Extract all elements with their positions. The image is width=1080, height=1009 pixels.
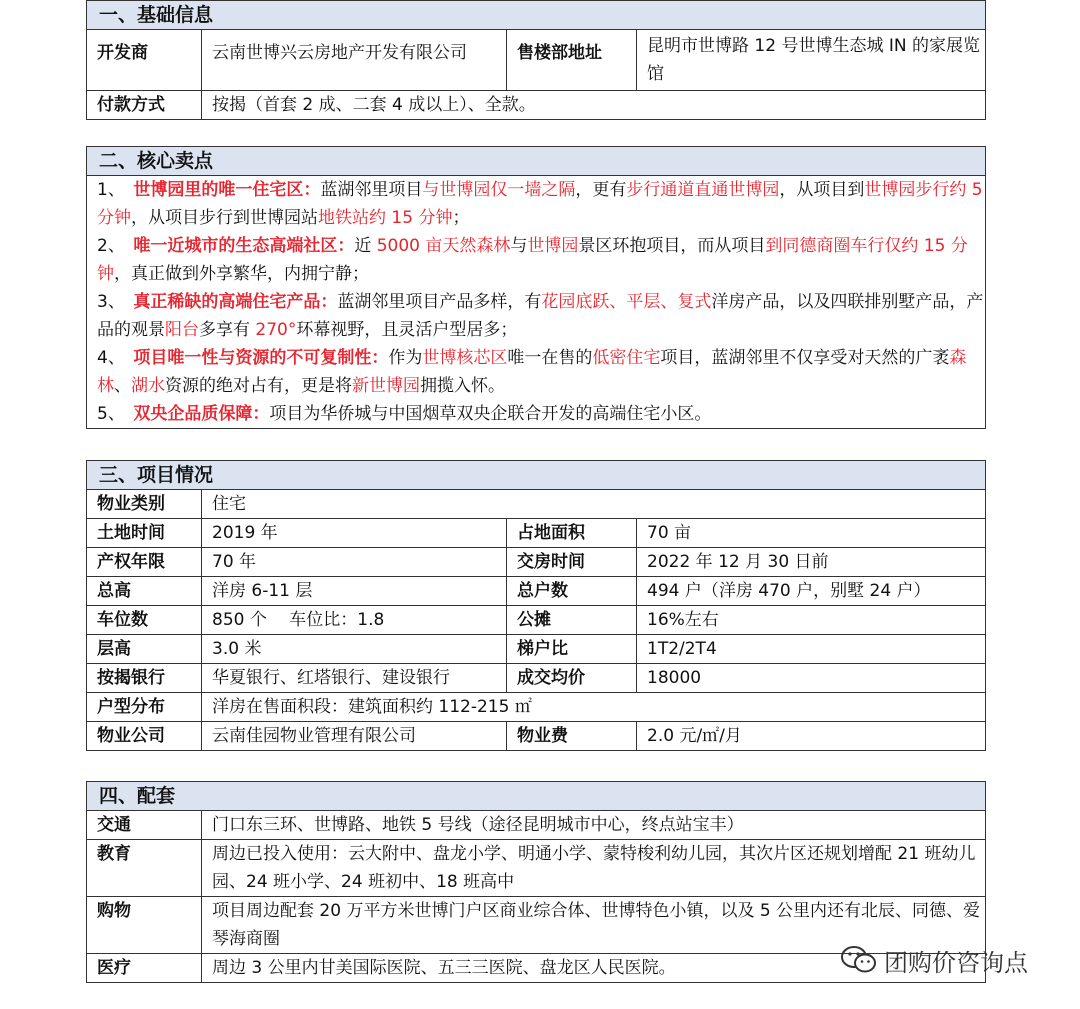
selling-point-text: 1、 [97,180,134,200]
selling-point-text: 世博核芯区 [422,348,508,368]
selling-point-text: ，从项目步行到世博园站 [131,208,318,228]
selling-point-text: 蓝湖邻里项目 [320,180,423,200]
amenity-value: 项目周边配套 20 万平方米世博门户区商业综合体、世博特色小镇，以及 5 公里内还有北辰、同德、爱琴海商圈 [202,897,986,954]
field-label: 公摊 [507,606,637,635]
property-fee-label: 物业费 [507,722,637,751]
table-row [87,811,986,840]
selling-point-text: 作为 [388,348,423,368]
basic-info-table [86,0,986,120]
field-value: 16%左右 [637,606,986,635]
amenity-label: 医疗 [87,954,202,983]
selling-point-text: 森林 [97,348,967,396]
selling-point-text: 步行通道直通世博园 [626,180,780,200]
selling-point-text: 项目唯一性与资源的不可复制性： [133,348,389,368]
selling-point-text: 地铁站约 15 分钟 [318,208,453,228]
selling-point-text: 多享有 [199,320,256,340]
property-management-label: 物业公司 [87,722,202,751]
selling-point-text: 蓝湖邻里项目产品多样，有 [337,292,542,312]
section-title: 一、基础信息 [87,1,986,30]
field-label: 梯户比 [507,635,637,664]
field-label: 交房时间 [507,548,637,577]
table-row [87,577,986,606]
field-label: 占地面积 [507,519,637,548]
amenity-value: 门口东三环、世博路、地铁 5 号线（途径昆明城市中心，终点站宝丰） [202,811,986,840]
selling-point-text: 5000 亩天然森林 [376,236,511,256]
selling-point-text: 3、 [97,292,134,312]
selling-point-text: 世博园 [527,236,579,256]
selling-point-text: 2、 [97,236,134,256]
table-row [87,519,986,548]
field-label: 车位数 [87,606,202,635]
selling-point-text: 到同德商圈车行仅约 15 分钟 [97,236,968,284]
table-row [87,635,986,664]
selling-point [97,344,985,400]
amenity-value: 周边 3 公里内甘美国际医院、五三三医院、盘龙区人民医院。 [202,954,986,983]
property-type-value: 住宅 [202,490,986,519]
field-value: 2019 年 [202,519,507,548]
table-row [87,840,986,897]
watermark-text: 团购价咨询点 [884,948,1028,977]
selling-point [97,176,985,232]
selling-point-text: 景区环抱项目，而从项目 [578,236,766,256]
payment-value: 按揭（首套 2 成、二套 4 成以上）、全款。 [202,91,986,120]
selling-points-list [87,176,986,429]
selling-point-text: 拥揽入怀。 [420,376,505,396]
selling-point-text: 4、 [97,348,134,368]
field-value: 70 年 [202,548,507,577]
field-value: 3.0 米 [202,635,507,664]
selling-points-table [86,146,986,429]
amenity-value: 周边已投入使用：云大附中、盘龙小学、明通小学、蒙特梭利幼儿园，其次片区还规划增配 21 班幼儿园、24 班小学、24 班初中、18 班高中 [202,840,986,897]
wechat-icon [840,944,878,976]
developer-value: 云南世博兴云房地产开发有限公司 [202,30,507,91]
selling-point-text: 花园底跃、平层、复式 [541,292,712,312]
table-row [87,606,986,635]
sales-office-label: 售楼部地址 [507,30,637,91]
selling-point-text: 阳台 [165,320,199,340]
section-title: 四、配套 [87,782,986,811]
section-title: 二、核心卖点 [87,147,986,176]
table-row [87,664,986,693]
field-label: 总户数 [507,577,637,606]
layout-label: 户型分布 [87,693,202,722]
field-label: 按揭银行 [87,664,202,693]
payment-label: 付款方式 [87,91,202,120]
selling-point-text: 真正稀缺的高端住宅产品： [133,292,338,312]
selling-point-text: 低密住宅 [592,348,661,368]
amenity-label: 教育 [87,840,202,897]
selling-point-text: 5、 [97,404,134,424]
table-row [87,548,986,577]
field-value: 2022 年 12 月 30 日前 [637,548,986,577]
field-value: 洋房 6-11 层 [202,577,507,606]
selling-point-text: ，真正做到外享繁华，内拥宁静； [114,264,369,284]
selling-point-text: 世博园步行约 5 分钟 [97,180,983,228]
project-info-table [86,460,986,751]
selling-point-text: 近 [354,236,377,256]
amenity-label: 交通 [87,811,202,840]
selling-point-text: 环幕视野，且灵活户型居多； [296,320,518,340]
field-label: 土地时间 [87,519,202,548]
selling-point-text: 与 [510,236,528,256]
selling-point-text: ，更有 [575,180,627,200]
selling-point [97,232,985,288]
selling-point [97,400,985,428]
selling-point-text: 资源的绝对占有，更是将 [165,376,352,396]
field-value: 70 亩 [637,519,986,548]
field-label: 成交均价 [507,664,637,693]
field-value: 1T2/2T4 [637,635,986,664]
selling-point-text: 270° [255,320,297,340]
selling-point-text: 唯一在售的 [507,348,593,368]
field-value: 18000 [637,664,986,693]
selling-point-text: 项目，蓝湖邻里不仅享受对天然的广袤 [660,348,950,368]
selling-point-text: 洋房产品，以及四联排别墅产品，产品的观景 [97,292,984,340]
developer-label: 开发商 [87,30,202,91]
section-title: 三、项目情况 [87,461,986,490]
selling-point-text: 、 [114,376,131,396]
selling-point-text: 新世博园 [352,376,420,396]
selling-point [97,288,985,344]
property-management-value: 云南佳园物业管理有限公司 [202,722,507,751]
selling-point-text: ，从项目到 [779,180,865,200]
selling-point-text: 与世博园仅一墙之隔 [422,180,576,200]
field-value: 494 户（洋房 470 户，别墅 24 户） [637,577,986,606]
layout-value: 洋房在售面积段：建筑面积约 112-215 ㎡ [202,693,986,722]
field-label: 产权年限 [87,548,202,577]
selling-point-text: 双央企品质保障： [133,404,270,424]
selling-point-text: ； [452,208,470,228]
watermark [840,942,1028,978]
amenity-label: 购物 [87,897,202,954]
field-value: 850 个 车位比：1.8 [202,606,507,635]
selling-point-text: 唯一近城市的生态高端社区： [133,236,355,256]
selling-point-text: 项目为华侨城与中国烟草双央企联合开发的高端住宅小区。 [269,404,712,424]
selling-point-text: 湖水 [131,376,165,396]
field-label: 总高 [87,577,202,606]
sales-office-address: 昆明市世博路 12 号世博生态城 IN 的家展览馆 [637,30,986,91]
field-value: 华夏银行、红塔银行、建设银行 [202,664,507,693]
property-fee-value: 2.0 元/㎡/月 [637,722,986,751]
field-label: 层高 [87,635,202,664]
selling-point-text: 世博园里的唯一住宅区： [133,180,321,200]
property-type-label: 物业类别 [87,490,202,519]
